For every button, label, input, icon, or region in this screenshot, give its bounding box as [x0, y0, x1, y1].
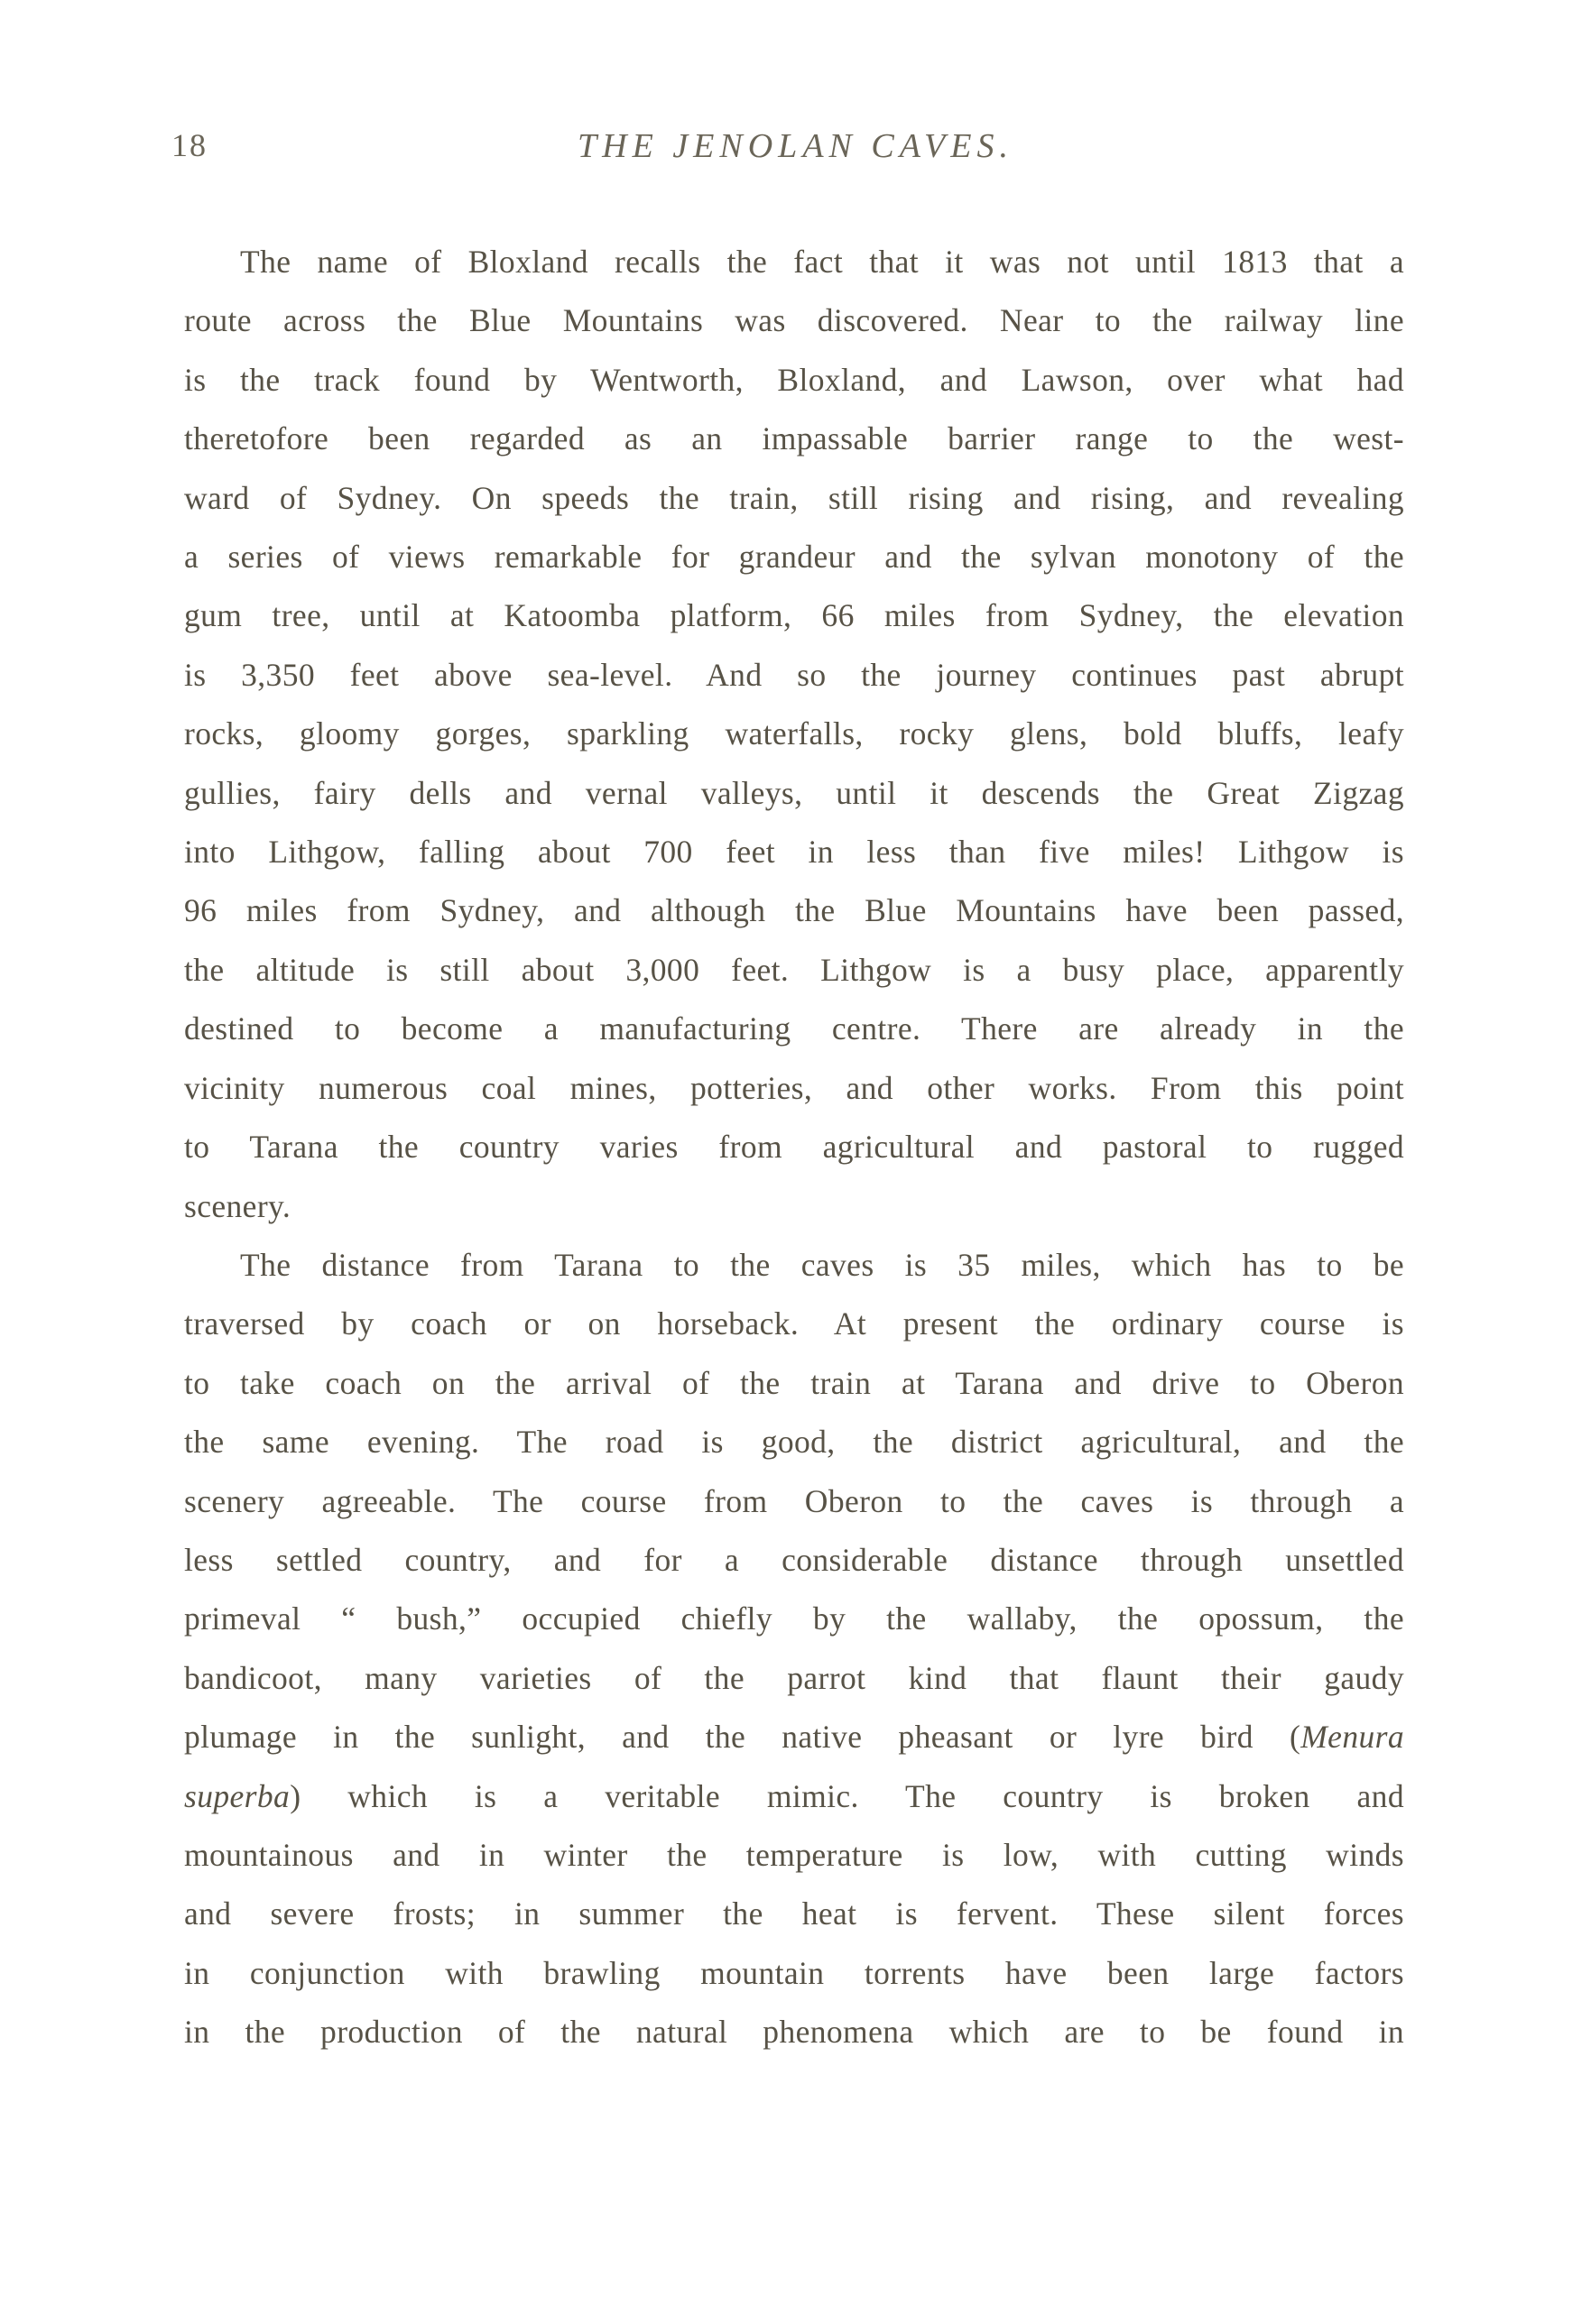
text-line: and severe frosts; in summer the heat is fervent. These silent forces [184, 1895, 1404, 1932]
text-line: theretofore been regarded as an impassable barrier range to the west- [184, 420, 1404, 457]
text-line: to Tarana the country varies from agricultural and pastoral to rugged [184, 1129, 1404, 1166]
text-line: less settled country, and for a considerable distance through unsettled [184, 1541, 1404, 1578]
text-line: scenery. [184, 1187, 291, 1224]
text-line: traversed by coach or on horseback. At present the ordinary course is [184, 1305, 1404, 1342]
text-line: 96 miles from Sydney, and although the Blue Mountains have been passed, [184, 892, 1404, 929]
text-line: the altitude is still about 3,000 feet. Lithgow is a busy place, apparently [184, 951, 1404, 988]
text-line: is the track found by Wentworth, Bloxland, and Lawson, over what had [184, 361, 1404, 398]
text-line: gum tree, until at Katoomba platform, 66 miles from Sydney, the elevation [184, 597, 1404, 634]
text-line: destined to become a manufacturing centre. There are already in the [184, 1010, 1404, 1047]
text-line: to take coach on the arrival of the train at Tarana and drive to Oberon [184, 1364, 1404, 1401]
text-line: superba) which is a veritable mimic. The country is broken and [184, 1777, 1404, 1814]
running-title: THE JENOLAN CAVES. [578, 127, 1013, 165]
text-line: scenery agreeable. The course from Oberon to the caves is through a [184, 1482, 1404, 1519]
paragraph [184, 1236, 1404, 2062]
text-line: plumage in the sunlight, and the native pheasant or lyre bird (Menura [184, 1719, 1404, 1756]
paragraph [184, 233, 1404, 1236]
body-text [184, 233, 1404, 2062]
text-line: in the production of the natural phenomena which are to be found in [184, 2014, 1404, 2051]
text-line: is 3,350 feet above sea-level. And so the journey continues past abrupt [184, 656, 1404, 693]
text-line: into Lithgow, falling about 700 feet in less than five miles! Lithgow is [184, 834, 1404, 871]
text-line: a series of views remarkable for grandeur and the sylvan monotony of the [184, 539, 1404, 576]
text-line: primeval “ bush,” occupied chiefly by the wallaby, the opossum, the [184, 1600, 1404, 1637]
text-line: in conjunction with brawling mountain torrents have been large factors [184, 1954, 1404, 1991]
text-line: bandicoot, many varieties of the parrot kind that flaunt their gaudy [184, 1659, 1404, 1696]
text-line: ward of Sydney. On speeds the train, still rising and rising, and revealing [184, 479, 1404, 516]
text-line: the same evening. The road is good, the district agricultural, and the [184, 1424, 1404, 1461]
page-header [0, 126, 1591, 180]
text-line: route across the Blue Mountains was discovered. Near to the railway line [184, 302, 1404, 339]
text-line: The name of Bloxland recalls the fact that it was not until 1813 that a [240, 244, 1404, 280]
page-number: 18 [171, 127, 208, 163]
text-line: rocks, gloomy gorges, sparkling waterfalls, rocky glens, bold bluffs, leafy [184, 715, 1404, 752]
text-line: vicinity numerous coal mines, potteries, and other works. From this point [184, 1069, 1404, 1106]
text-line: The distance from Tarana to the caves is 35 miles, which has to be [240, 1246, 1404, 1283]
text-line: mountainous and in winter the temperature is low, with cutting winds [184, 1836, 1404, 1873]
text-line: gullies, fairy dells and vernal valleys, until it descends the Great Zigzag [184, 774, 1404, 811]
